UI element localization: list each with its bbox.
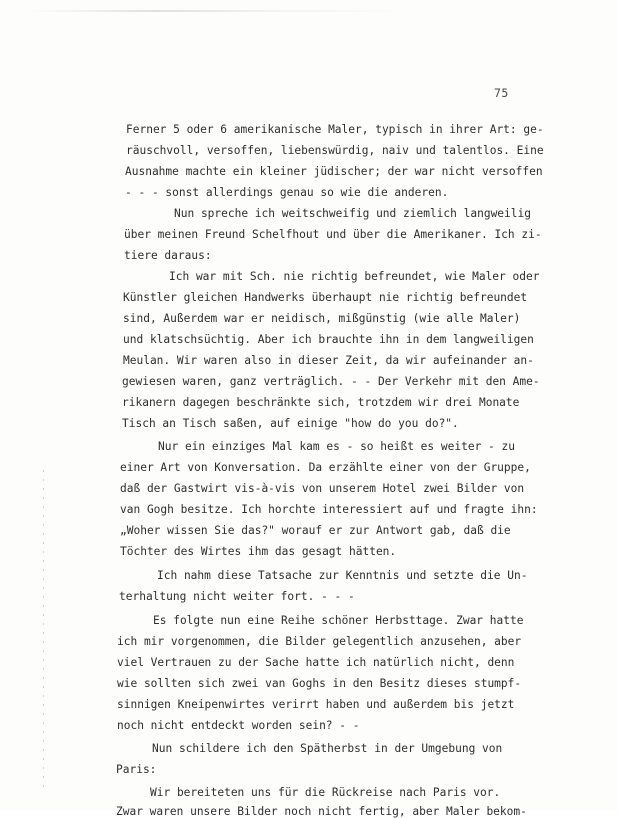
- text-line: viel Vertrauen zu der Sache hatte ich natürlich nicht, denn: [117, 656, 515, 669]
- text-line: Wir bereiteten uns für die Rückreise nach Paris vor.: [150, 786, 501, 799]
- text-line: über meinen Freund Schelfhout und über die Amerikaner. Ich zi-: [124, 228, 542, 241]
- text-line: - - - sonst allerdings genau so wie die anderen.: [125, 186, 449, 199]
- text-line: einer Art von Konversation. Da erzählte einer von der Gruppe,: [120, 461, 531, 474]
- text-line: Nun spreche ich weitschweifig und ziemlich langweilig: [174, 207, 531, 220]
- text-line: und klatschsüchtig. Aber ich brauchte ihn in dem langweiligen: [123, 333, 534, 346]
- text-line: Es folgte nun eine Reihe schöner Herbsttage. Zwar hatte: [153, 614, 524, 627]
- text-line: Künstler gleichen Handwerks überhaupt nie richtig befreundet: [123, 291, 528, 304]
- scan-artifact-left: [43, 470, 44, 790]
- text-line: ich mir vorgenommen, die Bilder gelegentlich anzusehen, aber: [117, 635, 522, 648]
- text-line: Tisch an Tisch saßen, auf einige "how do you do?".: [122, 417, 459, 430]
- text-line: Ich war mit Sch. nie richtig befreundet, wie Maler oder: [169, 270, 540, 283]
- text-line: wie sollten sich zwei van Goghs in den Besitz dieses stumpf-: [117, 677, 522, 690]
- text-line: gewiesen waren, ganz verträglich. - - Der Verkehr mit den Ame-: [122, 375, 540, 388]
- text-line: Töchter des Wirtes ihm das gesagt hätten.: [120, 545, 397, 558]
- text-line: Ich nahm diese Tatsache zur Kenntnis und setzte die Un-: [157, 569, 528, 582]
- text-line: daß der Gastwirt vis-à-vis von unserem Hotel zwei Bilder von: [120, 482, 525, 495]
- text-line: Meulan. Wir waren also in dieser Zeit, da wir aufeinander an-: [123, 354, 534, 367]
- text-line: rikanern dagegen beschränkte sich, trotzdem wir drei Monate: [122, 396, 520, 409]
- text-line: terhaltung nicht weiter fort. - - -: [119, 590, 355, 603]
- text-line: Zwar waren unsere Bilder noch nicht fertig, aber Maler bekom-: [116, 805, 527, 818]
- text-line: sinnigen Kneipenwirtes verirrt haben und außerdem bis jetzt: [117, 698, 515, 711]
- text-line: sind, Außerdem war er neidisch, mißgünstig (wie alle Maler): [123, 312, 521, 325]
- page-number: 75: [494, 86, 509, 100]
- text-line: Paris:: [116, 763, 157, 776]
- text-line: Nun schildere ich den Spätherbst in der Umgebung von: [152, 742, 503, 755]
- text-line: van Gogh besitze. Ich horchte interessiert auf und fragte ihn:: [120, 503, 538, 516]
- text-line: räuschvoll, versoffen, liebenswürdig, naiv und talentlos. Eine: [126, 144, 544, 157]
- text-line: „Woher wissen Sie das?" worauf er zur Antwort gab, daß die: [120, 524, 511, 537]
- text-line: Nur ein einziges Mal kam es - so heißt es weiter - zu: [158, 440, 515, 453]
- text-line: noch nicht entdeckt worden sein? - -: [117, 719, 360, 732]
- text-line: tiere daraus:: [124, 249, 212, 262]
- text-line: Ausnahme machte ein kleiner jüdischer; der war nicht versoffen: [125, 165, 543, 178]
- text-line: Ferner 5 oder 6 amerikanische Maler, typisch in ihrer Art: ge-: [126, 123, 544, 136]
- scan-artifact-top: [30, 10, 410, 12]
